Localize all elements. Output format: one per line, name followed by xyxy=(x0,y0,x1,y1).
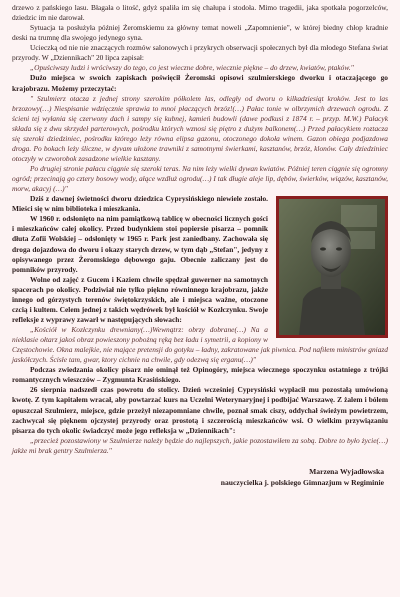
paragraph: Sytuacja ta posłużyła później Żeromskiemu za główny temat noweli „Zapomnienie", w której biedny chłop kradnie deski na trumnę dla swojego jedynego syna. xyxy=(12,23,388,43)
paragraph: W 1960 r. odsłonięto na nim pamiątkową tablicę w obecności licznych gości i mieszkańców całej okolicy. Przed budynkiem stoi popiersie pisarza – pomnik dłuta Zofii Wolskiej – odsłonięty w 1965 r. Park jest zaniedbany. Zachowała się droga dojazdowa do dworu i okazy starych drzew, w tym dąb „Stefan", jedyny z opisywanego przez Żeromskiego dębowego gaju. Obecnie zaliczany jest do pomników przyrody. xyxy=(12,214,268,274)
paragraph: Dużo miejsca w swoich zapiskach poświęcił Żeromski opisowi szulmierskiego dworku i otaczającego go krajobrazu. Możemy przeczytać: xyxy=(12,73,388,93)
quote: „przecież pozostawiony w Szulmierze należy będzie do najlepszych, jakie pozostawiłem za sobą. Dobre to było życie(…) jakże mi brak gentry Szulmierza." xyxy=(12,435,388,455)
paragraph: Wolne od zajęć z Gucem i Kaziem chwile spędzał guwerner na samotnych spacerach po okolicy. Podziwiał nie tylko piękno równinnego krajobrazu, jakże innego od górzystych terenów świętokrzyskich, ale i miejsca ważne, otoczone czcią i kultem. Celem jednej z takich wędrówek był kościół w Kozłczynku. Swoje refleksje z wyprawy zawarł w następujących słowach: xyxy=(12,274,268,324)
quote: „Opuściwszy ludzi i wróciwszy do tego, co jest wieczne dobre, wiecznie piękne – do drzew, kwiatów, ptaków." xyxy=(30,63,354,73)
photo-section xyxy=(12,194,388,275)
paragraph: Ucieczką od nie nie znaczących rozmów salonowych i przykrych obserwacji społecznych był dla młodego Stefana świat przyrody. W „Dziennikach" 20 lipca zapisał: xyxy=(12,43,388,63)
paragraph: drzewo z pańskiego lasu. Błagała o litość, gdyż spaliła im się chałupa i stodoła. Mimo tragedii, jaka spotkała pogorzelców, dziedzic im nie darował. xyxy=(12,3,388,23)
signature xyxy=(12,466,388,489)
bust-image xyxy=(279,199,385,335)
paragraph: Dziś z dawnej świetności dworu dziedzica Cyprysińskiego niewiele zostało. Mieści się w nim biblioteka i mieszkania. xyxy=(12,194,268,214)
paragraph: 26 sierpnia nadszedł czas powrotu do stolicy. Dzień wcześniej Cyprysiński wypłacił mu pozostałą umówioną kwotę. Z tym kapitałem wracał, aby powtarzać kurs na Uczelni Weterynaryjnej i podbijać Warszawę. Z żalem i bólem opuszczał Szulmierz, miejsce, gdzie przeżył niezapomniane chwile, poznał smak ciszy, oddychał świeżym powietrzem, zachwycał się pięknem ojczystej przyrody oraz prostotą i szczerością mieszkańców wsi. O wielkim przywiązaniu pisarza do tych okolic świadczyć może jego refleksja w „Dziennikach": xyxy=(12,385,388,435)
paragraph: Podczas zwiedzania okolicy pisarz nie ominął też Opinogóry, miejsca wiecznego spoczynku ostatniego z trójki romantycznych wieszczów – Zygmunta Krasińskiego. xyxy=(12,365,388,385)
quote: „Kościół w Kozłczynku drewniany(…)Wewnątrz: obrzy dobrane(…) Na a nieklasie ołtarz jakoś obraz powieszony pobożną ręką bez ładu i symetrii, a kopiony w Częstochowie. Okna malejkie, nie mające pretensji do gotyku – ładny, zakratowane jak piwnica. Pod nafiłem ministrów gniazd jaskółczych. Ścisłe tam, gwar, ktory cichnie na chwile, gdy odezwą się erganu(…)" xyxy=(12,325,388,365)
author-name: Marzena Wyjadłowska xyxy=(309,466,384,476)
author-role: nauczycielka j. polskiego Gimnazjum w Regiminie xyxy=(220,478,384,488)
quote: " Szulmierz otacza z jednej strony szerokim półkolem las, odległy od dworu o kilkadziesiąt kroków. Jest to las brzozowy(…) Niespisanie wdzięcznie sprawia to mnoi płaczących brzóz!(…) Pałac tonie w olbrzymich drzewach ogrodu. Z ścieni tej wyłania się czerwony dach i sampy się kubnej, kamień budowli (dawe podkusi z 1874 r. – przyp. M.W.) Pałacyk składa się z dwu skrzydeł parterowych, pośrodku których wznosi się piętro z dużym balkonem(…) Przed pałacykiem roztacza się szeroki dziedziniec, pośrodku którego leży równa elipsa gazonu, otoczonego dokoła winem. Gazon obiega podjazdowa droga. Po bokach leży śliczne, w dyvam ułożone trawniki z samotnymi świerkami, kasztanów, brzóz, klonów. Cały dziedziniec otoczyły w czworobok zasadzone wielkie kasztany. xyxy=(12,93,388,163)
quote: Po drugiej stronie pałacu ciągnie się szeroki teras. Na nim leży wielki dywan kwiatów. Później teren ciągnie się ogromny ogród; przecinają go cztery bosowy wody, ałące wzdłuż ogrodu(…) I tak długie aleje lip, dębów, świerków, wiązów, kasztanów, morw, akacyj (…)" xyxy=(12,164,388,194)
bust-photo xyxy=(276,196,388,338)
